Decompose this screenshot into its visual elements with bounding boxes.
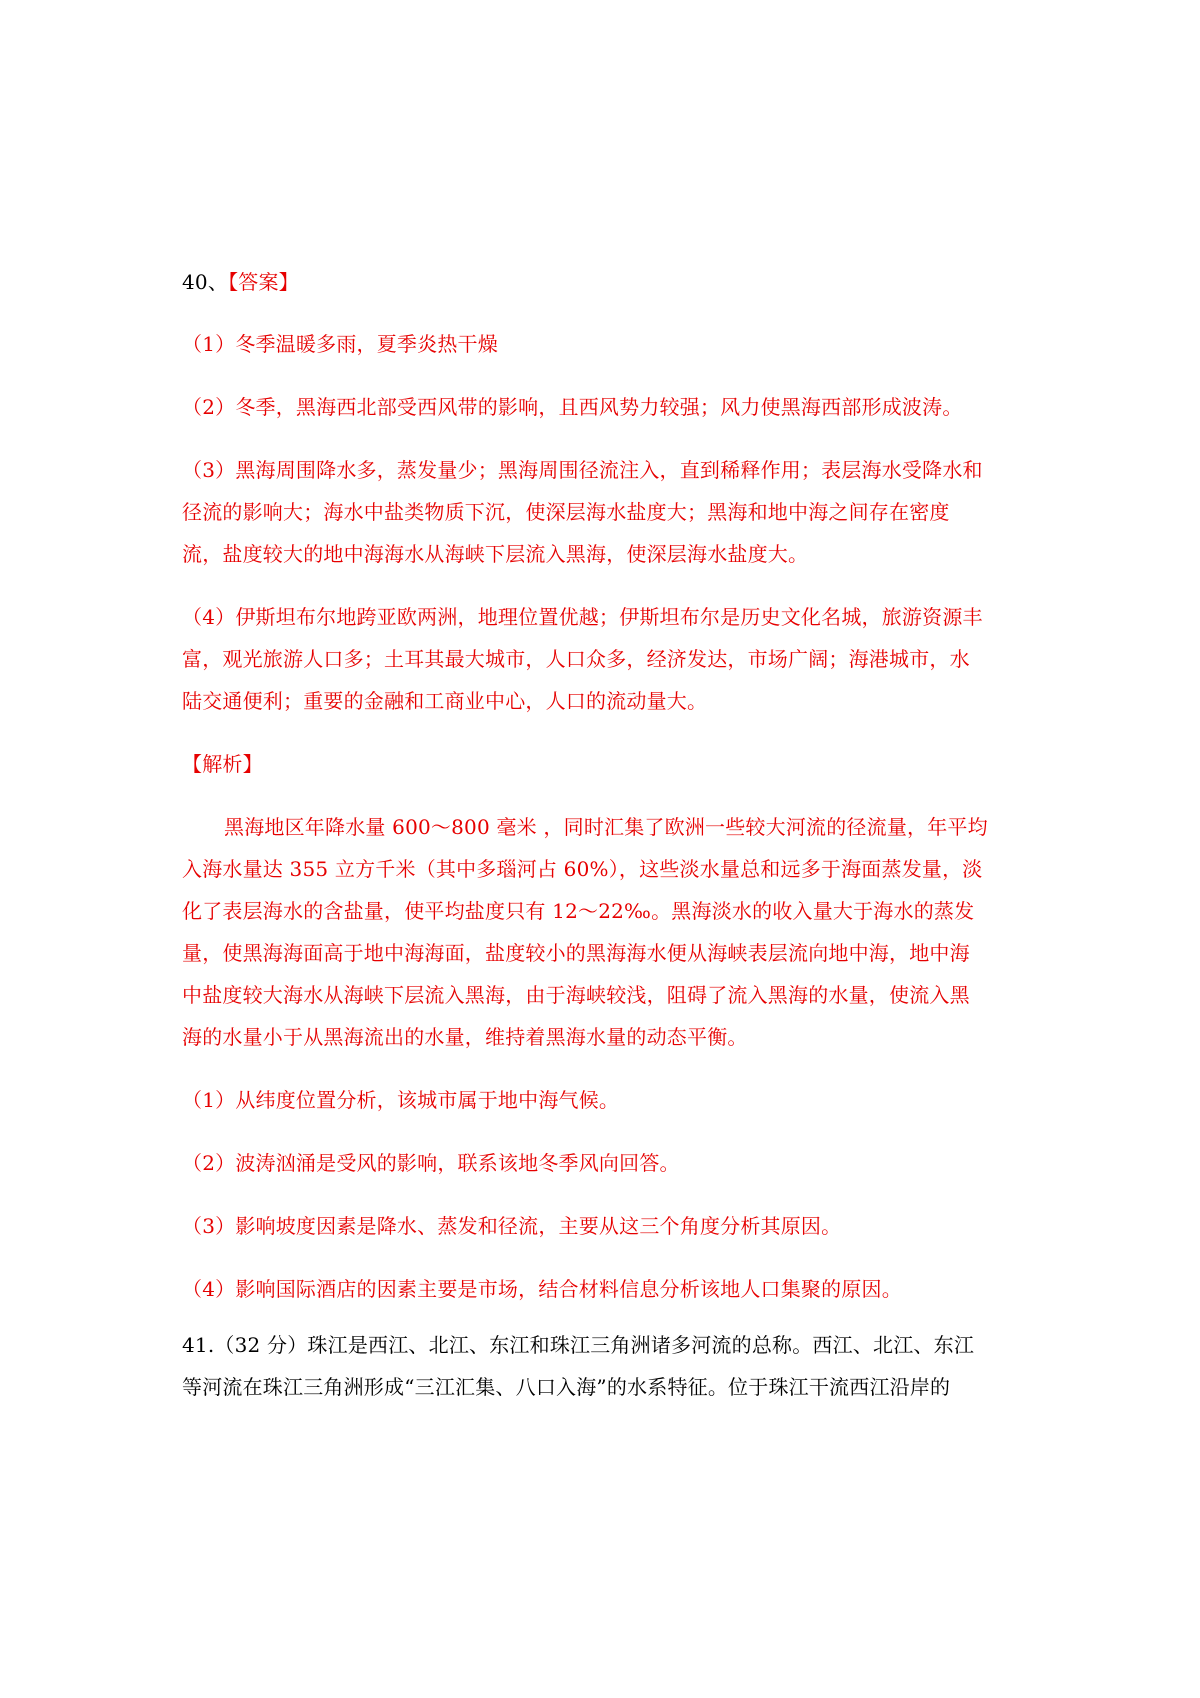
answer-4-line-2: 富，观光旅游人口多；土耳其最大城市，人口众多，经济发达，市场广阔；海港城市，水 <box>182 647 970 671</box>
answer-2: （2）冬季，黑海西北部受西风带的影响，且西风势力较强；风力使黑海西部形成波涛。 <box>182 395 963 419</box>
analysis-paragraph-line-2: 入海水量达 355 立方千米（其中多瑙河占 60%），这些淡水量总和远多于海面蒸发量，淡 <box>182 857 983 881</box>
answer-1: （1）冬季温暖多雨，夏季炎热干燥 <box>182 332 498 356</box>
answer-3-line-3: 流，盐度较大的地中海海水从海峡下层流入黑海，使深层海水盐度大。 <box>182 542 809 566</box>
answer-3-line-2: 径流的影响大；海水中盐类物质下沉，使深层海水盐度大；黑海和地中海之间存在密度 <box>182 500 950 524</box>
analysis-paragraph-line-6: 海的水量小于从黑海流出的水量，维持着黑海水量的动态平衡。 <box>182 1025 748 1049</box>
q41-line-2: 等河流在珠江三角洲形成“三江汇集、八口入海”的水系特征。位于珠江干流西江沿岸的 <box>182 1375 951 1399</box>
answer-4-line-3: 陆交通便利；重要的金融和工商业中心，人口的流动量大。 <box>182 689 708 713</box>
analysis-point-4: （4）影响国际酒店的因素主要是市场，结合材料信息分析该地人口集聚的原因。 <box>182 1277 902 1301</box>
q41-line-1: 41.（32 分）珠江是西江、北江、东江和珠江三角洲诸多河流的总称。西江、北江、东江 <box>182 1333 975 1357</box>
analysis-paragraph-line-1: 黑海地区年降水量 600～800 毫米 ，同时汇集了欧洲一些较大河流的径流量，年平均 <box>224 815 988 839</box>
analysis-point-1: （1）从纬度位置分析，该城市属于地中海气候。 <box>182 1088 620 1112</box>
q40-heading <box>182 269 1022 295</box>
analysis-heading: 【解析】 <box>182 752 263 776</box>
analysis-point-2: （2）波涛汹涌是受风的影响，联系该地冬季风向回答。 <box>182 1151 680 1175</box>
q40-number: 40、 <box>182 270 229 294</box>
analysis-paragraph-line-4: 量，使黑海海面高于地中海海面，盐度较小的黑海海水便从海峡表层流向地中海，地中海 <box>182 941 970 965</box>
answer-4-line-1: （4）伊斯坦布尔地跨亚欧两洲，地理位置优越；伊斯坦布尔是历史文化名城，旅游资源丰 <box>182 605 983 629</box>
answer-heading: 【答案】 <box>228 270 299 294</box>
answer-3-line-1: （3）黑海周围降水多，蒸发量少；黑海周围径流注入，直到稀释作用；表层海水受降水和 <box>182 458 983 482</box>
analysis-paragraph-line-5: 中盐度较大海水从海峡下层流入黑海，由于海峡较浅，阻碍了流入黑海的水量，使流入黑 <box>182 983 970 1007</box>
analysis-point-3: （3）影响坡度因素是降水、蒸发和径流，主要从这三个角度分析其原因。 <box>182 1214 842 1238</box>
analysis-paragraph-line-3: 化了表层海水的含盐量，使平均盐度只有 12～22‰。黑海淡水的收入量大于海水的蒸发 <box>182 899 975 923</box>
